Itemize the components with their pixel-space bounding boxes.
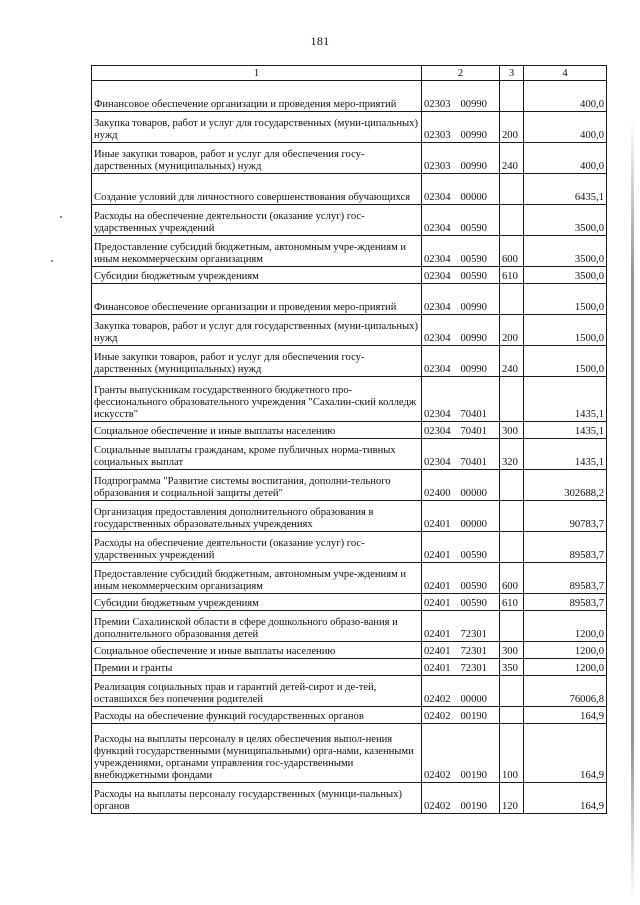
row-program-code: 02402 [424, 711, 451, 722]
row-code [422, 377, 500, 422]
table-row [92, 267, 607, 284]
row-program-code: 02401 [424, 550, 451, 561]
row-expense-type [500, 377, 524, 422]
table-row [92, 659, 607, 676]
row-amount: 1200,0 [524, 659, 607, 676]
row-name: Социальные выплаты гражданам, кроме публичных норма-тивных социальных выплат [92, 439, 422, 470]
row-expense-type [500, 611, 524, 642]
row-direction-code: 00000 [460, 192, 487, 203]
row-direction-code: 72301 [460, 646, 487, 657]
row-amount: 302688,2 [524, 470, 607, 501]
row-amount: 3500,0 [524, 236, 607, 267]
scan-speck [51, 260, 53, 262]
row-direction-code: 00990 [460, 161, 487, 172]
row-program-code: 02304 [424, 223, 451, 234]
row-program-code: 02304 [424, 271, 451, 282]
row-program-code: 02401 [424, 629, 451, 640]
row-expense-type: 610 [500, 267, 524, 284]
row-code [422, 707, 500, 724]
row-program-code: 02304 [424, 426, 451, 437]
row-name: Подпрограмма "Развитие системы воспитания, дополни-тельного образования и социальной защиты детей" [92, 470, 422, 501]
table-row [92, 143, 607, 174]
row-expense-type: 350 [500, 659, 524, 676]
table-row [92, 346, 607, 377]
row-amount: 3500,0 [524, 267, 607, 284]
row-expense-type [500, 707, 524, 724]
row-code [422, 501, 500, 532]
row-program-code: 02304 [424, 457, 451, 468]
row-expense-type [500, 470, 524, 501]
row-name: Иные закупки товаров, работ и услуг для обеспечения госу-дарственных (муниципальных) нужд [92, 346, 422, 377]
row-name: Финансовое обеспечение организации и проведения меро-приятий [92, 284, 422, 315]
table-row [92, 284, 607, 315]
row-expense-type [500, 81, 524, 112]
row-program-code: 02303 [424, 161, 451, 172]
row-code [422, 112, 500, 143]
row-expense-type [500, 532, 524, 563]
table-row [92, 377, 607, 422]
column-header-code: 2 [422, 66, 500, 81]
row-name: Расходы на выплаты персоналу в целях обеспечения выпол-нения функций государственными (муниципальными) орга-нами, казенными учреждениями, органами управления гос-ударственными внебюджетными фондами [92, 724, 422, 783]
row-amount: 1435,1 [524, 422, 607, 439]
table-row [92, 594, 607, 611]
row-direction-code: 00000 [460, 519, 487, 530]
row-name: Субсидии бюджетным учреждениям [92, 594, 422, 611]
row-code [422, 174, 500, 205]
table-row [92, 439, 607, 470]
row-name: Предоставление субсидий бюджетным, автономным учре-ждениям и иным некоммерческим организациям [92, 236, 422, 267]
row-program-code: 02304 [424, 364, 451, 375]
table-row [92, 470, 607, 501]
row-name: Премии и гранты [92, 659, 422, 676]
row-name: Создание условий для личностного совершенствования обучающихся [92, 174, 422, 205]
row-name: Закупка товаров, работ и услуг для государственных (муни-ципальных) нужд [92, 112, 422, 143]
row-amount: 1435,1 [524, 377, 607, 422]
row-code [422, 143, 500, 174]
row-expense-type: 300 [500, 642, 524, 659]
row-direction-code: 72301 [460, 629, 487, 640]
row-expense-type: 240 [500, 143, 524, 174]
table-row [92, 501, 607, 532]
row-amount: 164,9 [524, 724, 607, 783]
row-expense-type: 320 [500, 439, 524, 470]
table-header-row [92, 66, 607, 81]
row-expense-type: 600 [500, 563, 524, 594]
table-row [92, 676, 607, 707]
row-name: Расходы на обеспечение деятельности (оказание услуг) гос-ударственных учреждений [92, 205, 422, 236]
row-amount: 89583,7 [524, 563, 607, 594]
row-expense-type: 600 [500, 236, 524, 267]
row-code [422, 422, 500, 439]
column-header-amount: 4 [524, 66, 607, 81]
row-direction-code: 00000 [460, 488, 487, 499]
column-header-expense-type: 3 [500, 66, 524, 81]
row-program-code: 02401 [424, 646, 451, 657]
row-code [422, 81, 500, 112]
row-name: Субсидии бюджетным учреждениям [92, 267, 422, 284]
table-row [92, 707, 607, 724]
row-direction-code: 00990 [460, 99, 487, 110]
row-direction-code: 00190 [460, 801, 487, 812]
row-direction-code: 00190 [460, 770, 487, 781]
row-amount: 1500,0 [524, 315, 607, 346]
row-expense-type: 100 [500, 724, 524, 783]
row-amount: 89583,7 [524, 594, 607, 611]
row-expense-type [500, 284, 524, 315]
row-code [422, 284, 500, 315]
table-row [92, 174, 607, 205]
row-amount: 76006,8 [524, 676, 607, 707]
table-row [92, 642, 607, 659]
row-name: Финансовое обеспечение организации и проведения меро-приятий [92, 81, 422, 112]
row-program-code: 02401 [424, 598, 451, 609]
row-expense-type [500, 205, 524, 236]
row-name: Организация предоставления дополнительного образования в государственных образовательных учреждениях [92, 501, 422, 532]
row-amount: 164,9 [524, 783, 607, 814]
row-program-code: 02401 [424, 581, 451, 592]
row-code [422, 267, 500, 284]
row-code [422, 563, 500, 594]
row-direction-code: 00990 [460, 302, 487, 313]
row-direction-code: 00990 [460, 364, 487, 375]
row-program-code: 02304 [424, 302, 451, 313]
row-expense-type: 240 [500, 346, 524, 377]
table-row [92, 563, 607, 594]
scan-edge-mark [631, 120, 634, 900]
row-program-code: 02304 [424, 254, 451, 265]
row-program-code: 02304 [424, 333, 451, 344]
row-code [422, 315, 500, 346]
row-amount: 400,0 [524, 112, 607, 143]
row-amount: 164,9 [524, 707, 607, 724]
row-program-code: 02304 [424, 409, 451, 420]
row-direction-code: 70401 [460, 457, 487, 468]
table-body [92, 81, 607, 814]
table-row [92, 532, 607, 563]
row-expense-type [500, 501, 524, 532]
row-direction-code: 00000 [460, 694, 487, 705]
row-code [422, 236, 500, 267]
table-row [92, 205, 607, 236]
row-name: Реализация социальных прав и гарантий детей-сирот и де-тей, оставшихся без попечения родителей [92, 676, 422, 707]
table-row [92, 315, 607, 346]
row-amount: 89583,7 [524, 532, 607, 563]
column-header-name: 1 [92, 66, 422, 81]
row-amount: 1200,0 [524, 642, 607, 659]
row-direction-code: 00190 [460, 711, 487, 722]
row-amount: 1435,1 [524, 439, 607, 470]
row-expense-type: 610 [500, 594, 524, 611]
row-amount: 1200,0 [524, 611, 607, 642]
row-direction-code: 00590 [460, 550, 487, 561]
row-code [422, 532, 500, 563]
row-name: Иные закупки товаров, работ и услуг для обеспечения госу-дарственных (муниципальных) нужд [92, 143, 422, 174]
row-program-code: 02402 [424, 694, 451, 705]
row-direction-code: 00590 [460, 598, 487, 609]
row-expense-type: 300 [500, 422, 524, 439]
row-expense-type [500, 676, 524, 707]
row-direction-code: 00590 [460, 223, 487, 234]
row-name: Расходы на обеспечение функций государственных органов [92, 707, 422, 724]
row-code [422, 470, 500, 501]
row-code [422, 594, 500, 611]
row-direction-code: 00990 [460, 333, 487, 344]
row-amount: 400,0 [524, 143, 607, 174]
row-program-code: 02303 [424, 130, 451, 141]
row-program-code: 02401 [424, 663, 451, 674]
row-direction-code: 70401 [460, 426, 487, 437]
row-code [422, 642, 500, 659]
row-program-code: 02402 [424, 801, 451, 812]
row-code [422, 346, 500, 377]
row-direction-code: 00590 [460, 271, 487, 282]
budget-table [91, 65, 607, 814]
row-name: Закупка товаров, работ и услуг для государственных (муни-ципальных) нужд [92, 315, 422, 346]
row-amount: 6435,1 [524, 174, 607, 205]
row-expense-type [500, 174, 524, 205]
row-name: Гранты выпускникам государственного бюджетного про-фессионального образовательного учреждения "Сахалин-ский колледж искусств" [92, 377, 422, 422]
row-direction-code: 00990 [460, 130, 487, 141]
row-code [422, 439, 500, 470]
row-code [422, 783, 500, 814]
row-amount: 90783,7 [524, 501, 607, 532]
row-direction-code: 72301 [460, 663, 487, 674]
row-name: Расходы на обеспечение деятельности (оказание услуг) гос-ударственных учреждений [92, 532, 422, 563]
row-name: Социальное обеспечение и иные выплаты населению [92, 642, 422, 659]
row-expense-type: 120 [500, 783, 524, 814]
row-program-code: 02401 [424, 519, 451, 530]
table-row [92, 724, 607, 783]
row-program-code: 02303 [424, 99, 451, 110]
row-direction-code: 00590 [460, 254, 487, 265]
table-row [92, 81, 607, 112]
row-code [422, 676, 500, 707]
row-expense-type: 200 [500, 112, 524, 143]
row-program-code: 02400 [424, 488, 451, 499]
row-name: Премии Сахалинской области в сфере дошкольного образо-вания и дополнительного образования детей [92, 611, 422, 642]
row-program-code: 02304 [424, 192, 451, 203]
row-name: Социальное обеспечение и иные выплаты населению [92, 422, 422, 439]
row-code [422, 205, 500, 236]
table-row [92, 236, 607, 267]
page-number: 181 [310, 34, 330, 48]
row-name: Расходы на выплаты персоналу государственных (муници-пальных) органов [92, 783, 422, 814]
row-amount: 1500,0 [524, 346, 607, 377]
table-row [92, 783, 607, 814]
row-code [422, 724, 500, 783]
row-direction-code: 00590 [460, 581, 487, 592]
table-row [92, 611, 607, 642]
row-direction-code: 70401 [460, 409, 487, 420]
row-program-code: 02402 [424, 770, 451, 781]
scan-speck [60, 216, 62, 218]
row-amount: 1500,0 [524, 284, 607, 315]
table-row [92, 112, 607, 143]
row-name: Предоставление субсидий бюджетным, автономным учре-ждениям и иным некоммерческим организациям [92, 563, 422, 594]
row-amount: 400,0 [524, 81, 607, 112]
row-amount: 3500,0 [524, 205, 607, 236]
row-code [422, 611, 500, 642]
row-expense-type: 200 [500, 315, 524, 346]
table-row [92, 422, 607, 439]
row-code [422, 659, 500, 676]
